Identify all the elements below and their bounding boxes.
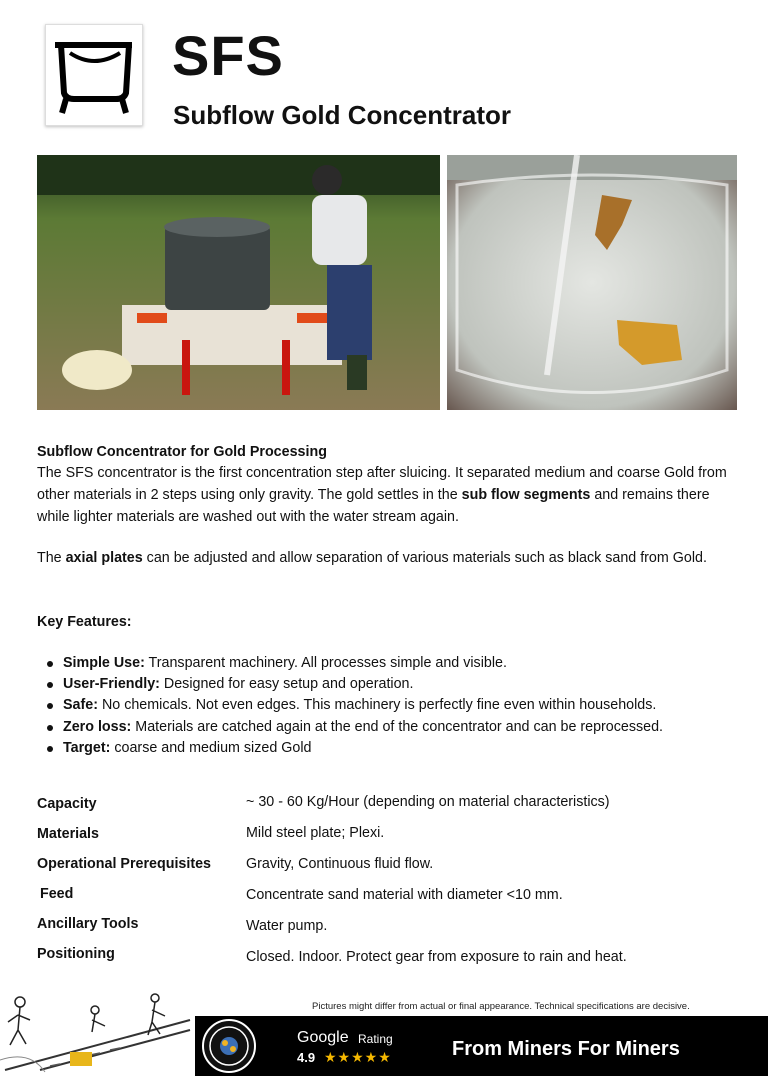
rating-label: Rating — [358, 1032, 393, 1046]
feature-item — [37, 674, 737, 695]
spec-value-feed: Concentrate sand material with diameter <10 mm. — [246, 887, 563, 903]
feature-label: Zero loss: — [63, 718, 132, 735]
product-title: SFS — [172, 24, 284, 87]
intro-text-a: The SFS concentrator is the first concentration step after sluicing. It separated medium and coarse Gold from other materials in 2 steps using only gravity. The gold settles in the — [37, 465, 727, 503]
feature-text: No chemicals. Not even edges. This machinery is perfectly fine even within households. — [97, 697, 657, 714]
feature-text: coarse and medium sized Gold — [110, 739, 312, 756]
feature-item — [37, 695, 737, 716]
intro-text-b: and remains there while lighter materials are washed out with the water stream again. — [37, 487, 710, 525]
rating-value: 4.9 — [297, 1050, 316, 1065]
product-logo-icon — [45, 24, 143, 126]
google-label: Google — [297, 1029, 349, 1046]
spec-value-prerequisites: Gravity, Continuous fluid flow. — [246, 856, 434, 872]
axial-bold-term: axial plates — [65, 550, 143, 566]
key-features-heading: Key Features: — [37, 614, 132, 630]
spec-value-ancillary-tools: Water pump. — [246, 918, 328, 934]
spec-value-materials: Mild steel plate; Plexi. — [246, 825, 385, 841]
feature-label: Simple Use: — [63, 655, 145, 671]
spec-label-ancillary-tools: Ancillary Tools — [37, 916, 139, 932]
miners-sketch-illustration — [0, 990, 195, 1076]
spec-value-capacity: ~ 30 - 60 Kg/Hour (depending on material characteristics) — [246, 794, 610, 810]
axial-text-b: can be adjusted and allow separation of various materials such as black sand from Gold. — [142, 550, 707, 566]
feature-label: Safe: — [63, 697, 98, 714]
disclaimer-text: Pictures might differ from actual or final appearance. Technical specifications are decisive. — [312, 1001, 690, 1012]
feature-item — [37, 738, 737, 759]
feature-item — [37, 653, 737, 674]
footer-tagline: From Miners For Miners — [452, 1038, 680, 1060]
axial-text-a: The — [37, 550, 66, 566]
intro-paragraph — [37, 462, 737, 528]
feature-label: User-Friendly: — [63, 676, 160, 693]
photo-gold-in-plexi-segment — [447, 155, 737, 410]
photo-operator-with-concentrator — [37, 155, 440, 410]
spec-label-positioning: Positioning — [37, 946, 115, 962]
miner-circle-badge-icon — [197, 1018, 261, 1074]
spec-label-feed: Feed — [40, 886, 74, 902]
spec-label-capacity: Capacity — [37, 796, 97, 812]
spec-label-prerequisites: Operational Prerequisites — [37, 856, 212, 872]
spec-value-positioning: Closed. Indoor. Protect gear from exposure to rain and heat. — [246, 949, 627, 965]
rating-stars-icon: ★★★★★ — [324, 1049, 392, 1065]
feature-text: Materials are catched again at the end of the concentrator and can be reprocessed. — [131, 718, 664, 735]
feature-item — [37, 717, 737, 738]
intro-bold-term: sub flow segments — [461, 487, 591, 503]
section-heading: Subflow Concentrator for Gold Processing — [37, 444, 327, 460]
product-subtitle: Subflow Gold Concentrator — [173, 100, 511, 130]
feature-label: Target: — [63, 739, 111, 756]
axial-plates-paragraph — [37, 547, 737, 569]
feature-text: Transparent machinery. All processes simple and visible. — [144, 655, 507, 671]
key-features-list — [37, 653, 737, 759]
spec-label-materials: Materials — [37, 826, 99, 842]
feature-text: Designed for easy setup and operation. — [159, 676, 414, 693]
